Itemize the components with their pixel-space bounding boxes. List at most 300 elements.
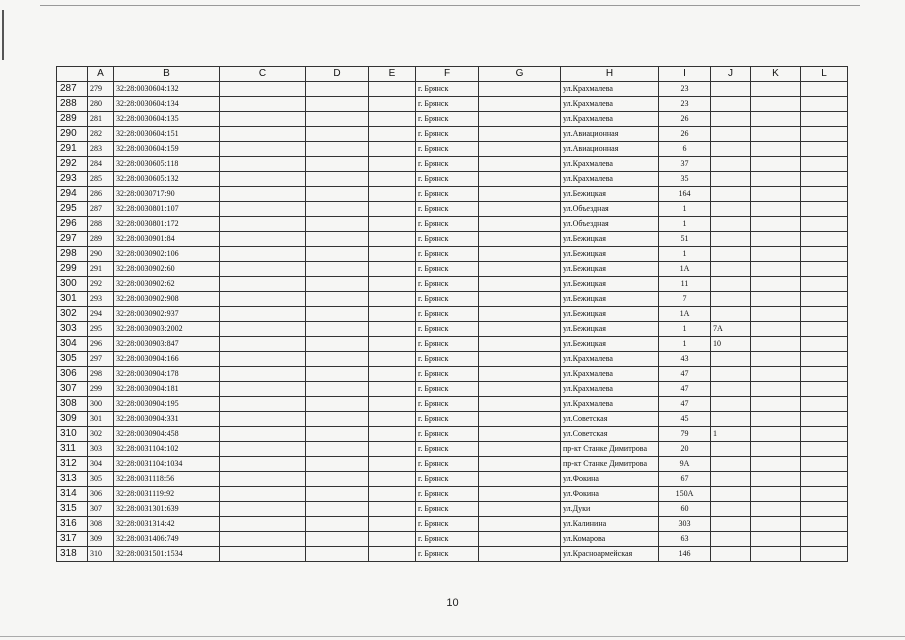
column-header-c: C bbox=[220, 67, 306, 82]
cell-f: г. Брянск bbox=[416, 127, 479, 142]
cell-i: 146 bbox=[659, 547, 711, 562]
cell-j bbox=[711, 382, 751, 397]
cell-c bbox=[220, 262, 306, 277]
cell-i: 23 bbox=[659, 97, 711, 112]
cell-g bbox=[479, 442, 561, 457]
cell-h: ул.Бежицкая bbox=[561, 277, 659, 292]
cell-b: 32:28:0030904:195 bbox=[114, 397, 220, 412]
cell-f: г. Брянск bbox=[416, 247, 479, 262]
cell-k bbox=[751, 352, 801, 367]
table-row bbox=[57, 517, 848, 532]
row-number: 298 bbox=[57, 247, 88, 262]
cell-j bbox=[711, 457, 751, 472]
cell-h: ул.Объездная bbox=[561, 202, 659, 217]
cell-c bbox=[220, 487, 306, 502]
cell-b: 32:28:0030903:847 bbox=[114, 337, 220, 352]
cell-e bbox=[369, 382, 416, 397]
cell-l bbox=[801, 337, 848, 352]
cell-j bbox=[711, 187, 751, 202]
cell-b: 32:28:0030801:107 bbox=[114, 202, 220, 217]
cell-l bbox=[801, 277, 848, 292]
cell-g bbox=[479, 142, 561, 157]
row-number: 313 bbox=[57, 472, 88, 487]
cell-f: г. Брянск bbox=[416, 232, 479, 247]
cell-f: г. Брянск bbox=[416, 277, 479, 292]
cell-b: 32:28:0030903:2002 bbox=[114, 322, 220, 337]
cell-b: 32:28:0030904:331 bbox=[114, 412, 220, 427]
cell-c bbox=[220, 157, 306, 172]
cell-e bbox=[369, 187, 416, 202]
table-row bbox=[57, 142, 848, 157]
cell-a: 307 bbox=[88, 502, 114, 517]
cell-k bbox=[751, 532, 801, 547]
cell-i: 1 bbox=[659, 337, 711, 352]
cell-h: ул.Крахмалева bbox=[561, 397, 659, 412]
cell-k bbox=[751, 427, 801, 442]
cell-k bbox=[751, 442, 801, 457]
row-number: 314 bbox=[57, 487, 88, 502]
cell-l bbox=[801, 112, 848, 127]
cell-g bbox=[479, 202, 561, 217]
cell-f: г. Брянск bbox=[416, 472, 479, 487]
column-header-i: I bbox=[659, 67, 711, 82]
cell-j bbox=[711, 397, 751, 412]
cell-a: 305 bbox=[88, 472, 114, 487]
cell-f: г. Брянск bbox=[416, 382, 479, 397]
cell-g bbox=[479, 97, 561, 112]
cell-g bbox=[479, 217, 561, 232]
row-number: 299 bbox=[57, 262, 88, 277]
cell-c bbox=[220, 112, 306, 127]
cell-k bbox=[751, 202, 801, 217]
cell-c bbox=[220, 307, 306, 322]
cell-c bbox=[220, 457, 306, 472]
row-number: 309 bbox=[57, 412, 88, 427]
row-number: 307 bbox=[57, 382, 88, 397]
cell-h: пр-кт Станке Димитрова bbox=[561, 457, 659, 472]
cell-g bbox=[479, 322, 561, 337]
cell-l bbox=[801, 352, 848, 367]
cell-h: ул.Советская bbox=[561, 412, 659, 427]
cell-j bbox=[711, 367, 751, 382]
cell-a: 279 bbox=[88, 82, 114, 97]
column-header-a: A bbox=[88, 67, 114, 82]
cell-f: г. Брянск bbox=[416, 322, 479, 337]
cell-d bbox=[306, 517, 369, 532]
page-edge-left bbox=[2, 10, 4, 60]
cell-b: 32:28:0031314:42 bbox=[114, 517, 220, 532]
cell-a: 284 bbox=[88, 157, 114, 172]
cell-d bbox=[306, 532, 369, 547]
cell-c bbox=[220, 142, 306, 157]
cell-f: г. Брянск bbox=[416, 352, 479, 367]
column-header-f: F bbox=[416, 67, 479, 82]
cell-i: 51 bbox=[659, 232, 711, 247]
cell-a: 296 bbox=[88, 337, 114, 352]
table-row bbox=[57, 277, 848, 292]
cell-l bbox=[801, 502, 848, 517]
cell-d bbox=[306, 502, 369, 517]
cell-j bbox=[711, 517, 751, 532]
cell-d bbox=[306, 412, 369, 427]
cell-f: г. Брянск bbox=[416, 142, 479, 157]
cell-j: 1 bbox=[711, 427, 751, 442]
cell-h: ул.Калинина bbox=[561, 517, 659, 532]
cell-b: 32:28:0030904:458 bbox=[114, 427, 220, 442]
cell-l bbox=[801, 442, 848, 457]
cell-d bbox=[306, 112, 369, 127]
cell-g bbox=[479, 547, 561, 562]
cell-d bbox=[306, 382, 369, 397]
cell-g bbox=[479, 277, 561, 292]
cell-f: г. Брянск bbox=[416, 442, 479, 457]
cell-h: ул.Крахмалева bbox=[561, 97, 659, 112]
cell-l bbox=[801, 172, 848, 187]
cell-b: 32:28:0031104:1034 bbox=[114, 457, 220, 472]
cell-d bbox=[306, 397, 369, 412]
cell-f: г. Брянск bbox=[416, 262, 479, 277]
row-number: 297 bbox=[57, 232, 88, 247]
cell-i: 20 bbox=[659, 442, 711, 457]
cell-f: г. Брянск bbox=[416, 517, 479, 532]
cell-i: 37 bbox=[659, 157, 711, 172]
cell-i: 63 bbox=[659, 532, 711, 547]
cell-h: ул.Крахмалева bbox=[561, 157, 659, 172]
cell-a: 301 bbox=[88, 412, 114, 427]
row-number: 318 bbox=[57, 547, 88, 562]
cell-a: 291 bbox=[88, 262, 114, 277]
cell-l bbox=[801, 427, 848, 442]
cell-b: 32:28:0030604:134 bbox=[114, 97, 220, 112]
table-row bbox=[57, 487, 848, 502]
row-number: 300 bbox=[57, 277, 88, 292]
cell-d bbox=[306, 292, 369, 307]
row-number: 289 bbox=[57, 112, 88, 127]
row-number: 308 bbox=[57, 397, 88, 412]
cell-a: 293 bbox=[88, 292, 114, 307]
cell-c bbox=[220, 277, 306, 292]
cell-k bbox=[751, 382, 801, 397]
cell-g bbox=[479, 127, 561, 142]
cell-g bbox=[479, 247, 561, 262]
cell-e bbox=[369, 487, 416, 502]
cell-c bbox=[220, 292, 306, 307]
cell-g bbox=[479, 337, 561, 352]
cell-k bbox=[751, 142, 801, 157]
cell-d bbox=[306, 82, 369, 97]
cell-l bbox=[801, 202, 848, 217]
row-number: 317 bbox=[57, 532, 88, 547]
cell-i: 7 bbox=[659, 292, 711, 307]
cell-h: ул.Бежицкая bbox=[561, 247, 659, 262]
cell-f: г. Брянск bbox=[416, 457, 479, 472]
cell-i: 1 bbox=[659, 322, 711, 337]
cell-k bbox=[751, 127, 801, 142]
cell-d bbox=[306, 472, 369, 487]
cell-d bbox=[306, 202, 369, 217]
cell-e bbox=[369, 397, 416, 412]
cell-j: 7А bbox=[711, 322, 751, 337]
cell-b: 32:28:0030904:166 bbox=[114, 352, 220, 367]
cell-b: 32:28:0031301:639 bbox=[114, 502, 220, 517]
cell-f: г. Брянск bbox=[416, 502, 479, 517]
cell-j bbox=[711, 157, 751, 172]
cell-k bbox=[751, 487, 801, 502]
cell-c bbox=[220, 217, 306, 232]
cell-j bbox=[711, 247, 751, 262]
cell-l bbox=[801, 547, 848, 562]
cell-d bbox=[306, 322, 369, 337]
cell-l bbox=[801, 367, 848, 382]
cell-k bbox=[751, 82, 801, 97]
cell-d bbox=[306, 247, 369, 262]
cell-e bbox=[369, 442, 416, 457]
cell-i: 11 bbox=[659, 277, 711, 292]
cell-g bbox=[479, 82, 561, 97]
cell-g bbox=[479, 157, 561, 172]
cell-i: 6 bbox=[659, 142, 711, 157]
cell-c bbox=[220, 322, 306, 337]
cell-j bbox=[711, 127, 751, 142]
cell-f: г. Брянск bbox=[416, 532, 479, 547]
cell-e bbox=[369, 292, 416, 307]
cell-k bbox=[751, 457, 801, 472]
cell-i: 67 bbox=[659, 472, 711, 487]
cell-c bbox=[220, 352, 306, 367]
cell-h: ул.Советская bbox=[561, 427, 659, 442]
cell-i: 26 bbox=[659, 127, 711, 142]
cell-g bbox=[479, 352, 561, 367]
cell-g bbox=[479, 487, 561, 502]
cell-i: 45 bbox=[659, 412, 711, 427]
cell-h: ул.Бежицкая bbox=[561, 187, 659, 202]
row-number: 304 bbox=[57, 337, 88, 352]
table-row bbox=[57, 202, 848, 217]
cell-b: 32:28:0031118:56 bbox=[114, 472, 220, 487]
cell-l bbox=[801, 247, 848, 262]
cell-h: ул.Красноармейская bbox=[561, 547, 659, 562]
cell-a: 283 bbox=[88, 142, 114, 157]
cell-c bbox=[220, 517, 306, 532]
row-number: 291 bbox=[57, 142, 88, 157]
cell-g bbox=[479, 232, 561, 247]
cell-j bbox=[711, 277, 751, 292]
cell-l bbox=[801, 262, 848, 277]
cell-k bbox=[751, 307, 801, 322]
cell-c bbox=[220, 382, 306, 397]
cell-h: ул.Бежицкая bbox=[561, 232, 659, 247]
cell-i: 1 bbox=[659, 202, 711, 217]
cell-b: 32:28:0030901:84 bbox=[114, 232, 220, 247]
cell-k bbox=[751, 472, 801, 487]
cell-a: 298 bbox=[88, 367, 114, 382]
table-row bbox=[57, 547, 848, 562]
cell-j bbox=[711, 487, 751, 502]
row-number: 301 bbox=[57, 292, 88, 307]
table-row bbox=[57, 172, 848, 187]
cell-k bbox=[751, 247, 801, 262]
cell-i: 303 bbox=[659, 517, 711, 532]
table-row bbox=[57, 322, 848, 337]
cell-f: г. Брянск bbox=[416, 397, 479, 412]
cell-i: 150А bbox=[659, 487, 711, 502]
cell-b: 32:28:0030902:60 bbox=[114, 262, 220, 277]
cell-d bbox=[306, 142, 369, 157]
cell-e bbox=[369, 232, 416, 247]
cell-l bbox=[801, 517, 848, 532]
cell-d bbox=[306, 217, 369, 232]
cell-a: 295 bbox=[88, 322, 114, 337]
cell-l bbox=[801, 97, 848, 112]
column-header-b: B bbox=[114, 67, 220, 82]
cell-d bbox=[306, 187, 369, 202]
cell-g bbox=[479, 262, 561, 277]
cell-b: 32:28:0031104:102 bbox=[114, 442, 220, 457]
cell-d bbox=[306, 457, 369, 472]
cell-i: 79 bbox=[659, 427, 711, 442]
cell-k bbox=[751, 112, 801, 127]
cell-g bbox=[479, 472, 561, 487]
cell-e bbox=[369, 337, 416, 352]
cell-d bbox=[306, 307, 369, 322]
row-number: 306 bbox=[57, 367, 88, 382]
cell-h: ул.Крахмалева bbox=[561, 172, 659, 187]
column-header-row bbox=[57, 67, 848, 82]
cell-a: 299 bbox=[88, 382, 114, 397]
cell-f: г. Брянск bbox=[416, 412, 479, 427]
table-row bbox=[57, 382, 848, 397]
row-number: 295 bbox=[57, 202, 88, 217]
cell-i: 1А bbox=[659, 307, 711, 322]
cell-k bbox=[751, 232, 801, 247]
cell-c bbox=[220, 97, 306, 112]
cell-k bbox=[751, 97, 801, 112]
cell-a: 280 bbox=[88, 97, 114, 112]
table-row bbox=[57, 427, 848, 442]
cell-c bbox=[220, 172, 306, 187]
cell-e bbox=[369, 502, 416, 517]
cell-f: г. Брянск bbox=[416, 112, 479, 127]
cell-j bbox=[711, 472, 751, 487]
cell-g bbox=[479, 457, 561, 472]
table-row bbox=[57, 157, 848, 172]
cell-i: 1 bbox=[659, 217, 711, 232]
table-row bbox=[57, 532, 848, 547]
table-row bbox=[57, 442, 848, 457]
cell-c bbox=[220, 127, 306, 142]
cell-k bbox=[751, 517, 801, 532]
cell-d bbox=[306, 487, 369, 502]
cell-a: 300 bbox=[88, 397, 114, 412]
cell-j bbox=[711, 352, 751, 367]
table-row bbox=[57, 412, 848, 427]
cell-l bbox=[801, 307, 848, 322]
cell-l bbox=[801, 382, 848, 397]
cell-f: г. Брянск bbox=[416, 337, 479, 352]
cell-b: 32:28:0030605:118 bbox=[114, 157, 220, 172]
cell-l bbox=[801, 457, 848, 472]
cell-j bbox=[711, 532, 751, 547]
cell-e bbox=[369, 322, 416, 337]
row-number: 288 bbox=[57, 97, 88, 112]
cell-h: ул.Комарова bbox=[561, 532, 659, 547]
row-number: 312 bbox=[57, 457, 88, 472]
column-header-d: D bbox=[306, 67, 369, 82]
cell-d bbox=[306, 97, 369, 112]
cell-j bbox=[711, 142, 751, 157]
cell-b: 32:28:0030604:132 bbox=[114, 82, 220, 97]
cell-f: г. Брянск bbox=[416, 547, 479, 562]
cell-i: 1 bbox=[659, 247, 711, 262]
row-number: 315 bbox=[57, 502, 88, 517]
table-row bbox=[57, 337, 848, 352]
cell-d bbox=[306, 427, 369, 442]
cell-g bbox=[479, 517, 561, 532]
cell-h: ул.Бежицкая bbox=[561, 292, 659, 307]
cell-k bbox=[751, 187, 801, 202]
cell-k bbox=[751, 367, 801, 382]
cell-c bbox=[220, 187, 306, 202]
cell-f: г. Брянск bbox=[416, 172, 479, 187]
cell-c bbox=[220, 367, 306, 382]
row-number: 294 bbox=[57, 187, 88, 202]
row-number: 296 bbox=[57, 217, 88, 232]
cell-d bbox=[306, 442, 369, 457]
cell-i: 9А bbox=[659, 457, 711, 472]
cell-d bbox=[306, 157, 369, 172]
cell-l bbox=[801, 292, 848, 307]
row-number: 287 bbox=[57, 82, 88, 97]
cell-l bbox=[801, 322, 848, 337]
cell-e bbox=[369, 247, 416, 262]
cell-g bbox=[479, 112, 561, 127]
cell-l bbox=[801, 532, 848, 547]
table-row bbox=[57, 127, 848, 142]
cell-l bbox=[801, 397, 848, 412]
cell-e bbox=[369, 427, 416, 442]
table-row bbox=[57, 262, 848, 277]
cell-h: ул.Бежицкая bbox=[561, 322, 659, 337]
cell-h: ул.Бежицкая bbox=[561, 337, 659, 352]
cell-e bbox=[369, 352, 416, 367]
cell-b: 32:28:0030801:172 bbox=[114, 217, 220, 232]
cell-l bbox=[801, 157, 848, 172]
row-number: 310 bbox=[57, 427, 88, 442]
cell-d bbox=[306, 172, 369, 187]
cell-b: 32:28:0030904:181 bbox=[114, 382, 220, 397]
cell-e bbox=[369, 97, 416, 112]
cell-j bbox=[711, 232, 751, 247]
cell-g bbox=[479, 367, 561, 382]
cell-c bbox=[220, 442, 306, 457]
cell-f: г. Брянск bbox=[416, 97, 479, 112]
row-number: 290 bbox=[57, 127, 88, 142]
cell-a: 302 bbox=[88, 427, 114, 442]
cell-k bbox=[751, 337, 801, 352]
cell-k bbox=[751, 412, 801, 427]
cell-a: 282 bbox=[88, 127, 114, 142]
corner-header bbox=[57, 67, 88, 82]
cell-e bbox=[369, 547, 416, 562]
cell-c bbox=[220, 337, 306, 352]
cell-k bbox=[751, 397, 801, 412]
cell-b: 32:28:0030605:132 bbox=[114, 172, 220, 187]
cell-e bbox=[369, 532, 416, 547]
column-header-g: G bbox=[479, 67, 561, 82]
cell-c bbox=[220, 82, 306, 97]
cell-e bbox=[369, 112, 416, 127]
table-body bbox=[57, 82, 848, 562]
